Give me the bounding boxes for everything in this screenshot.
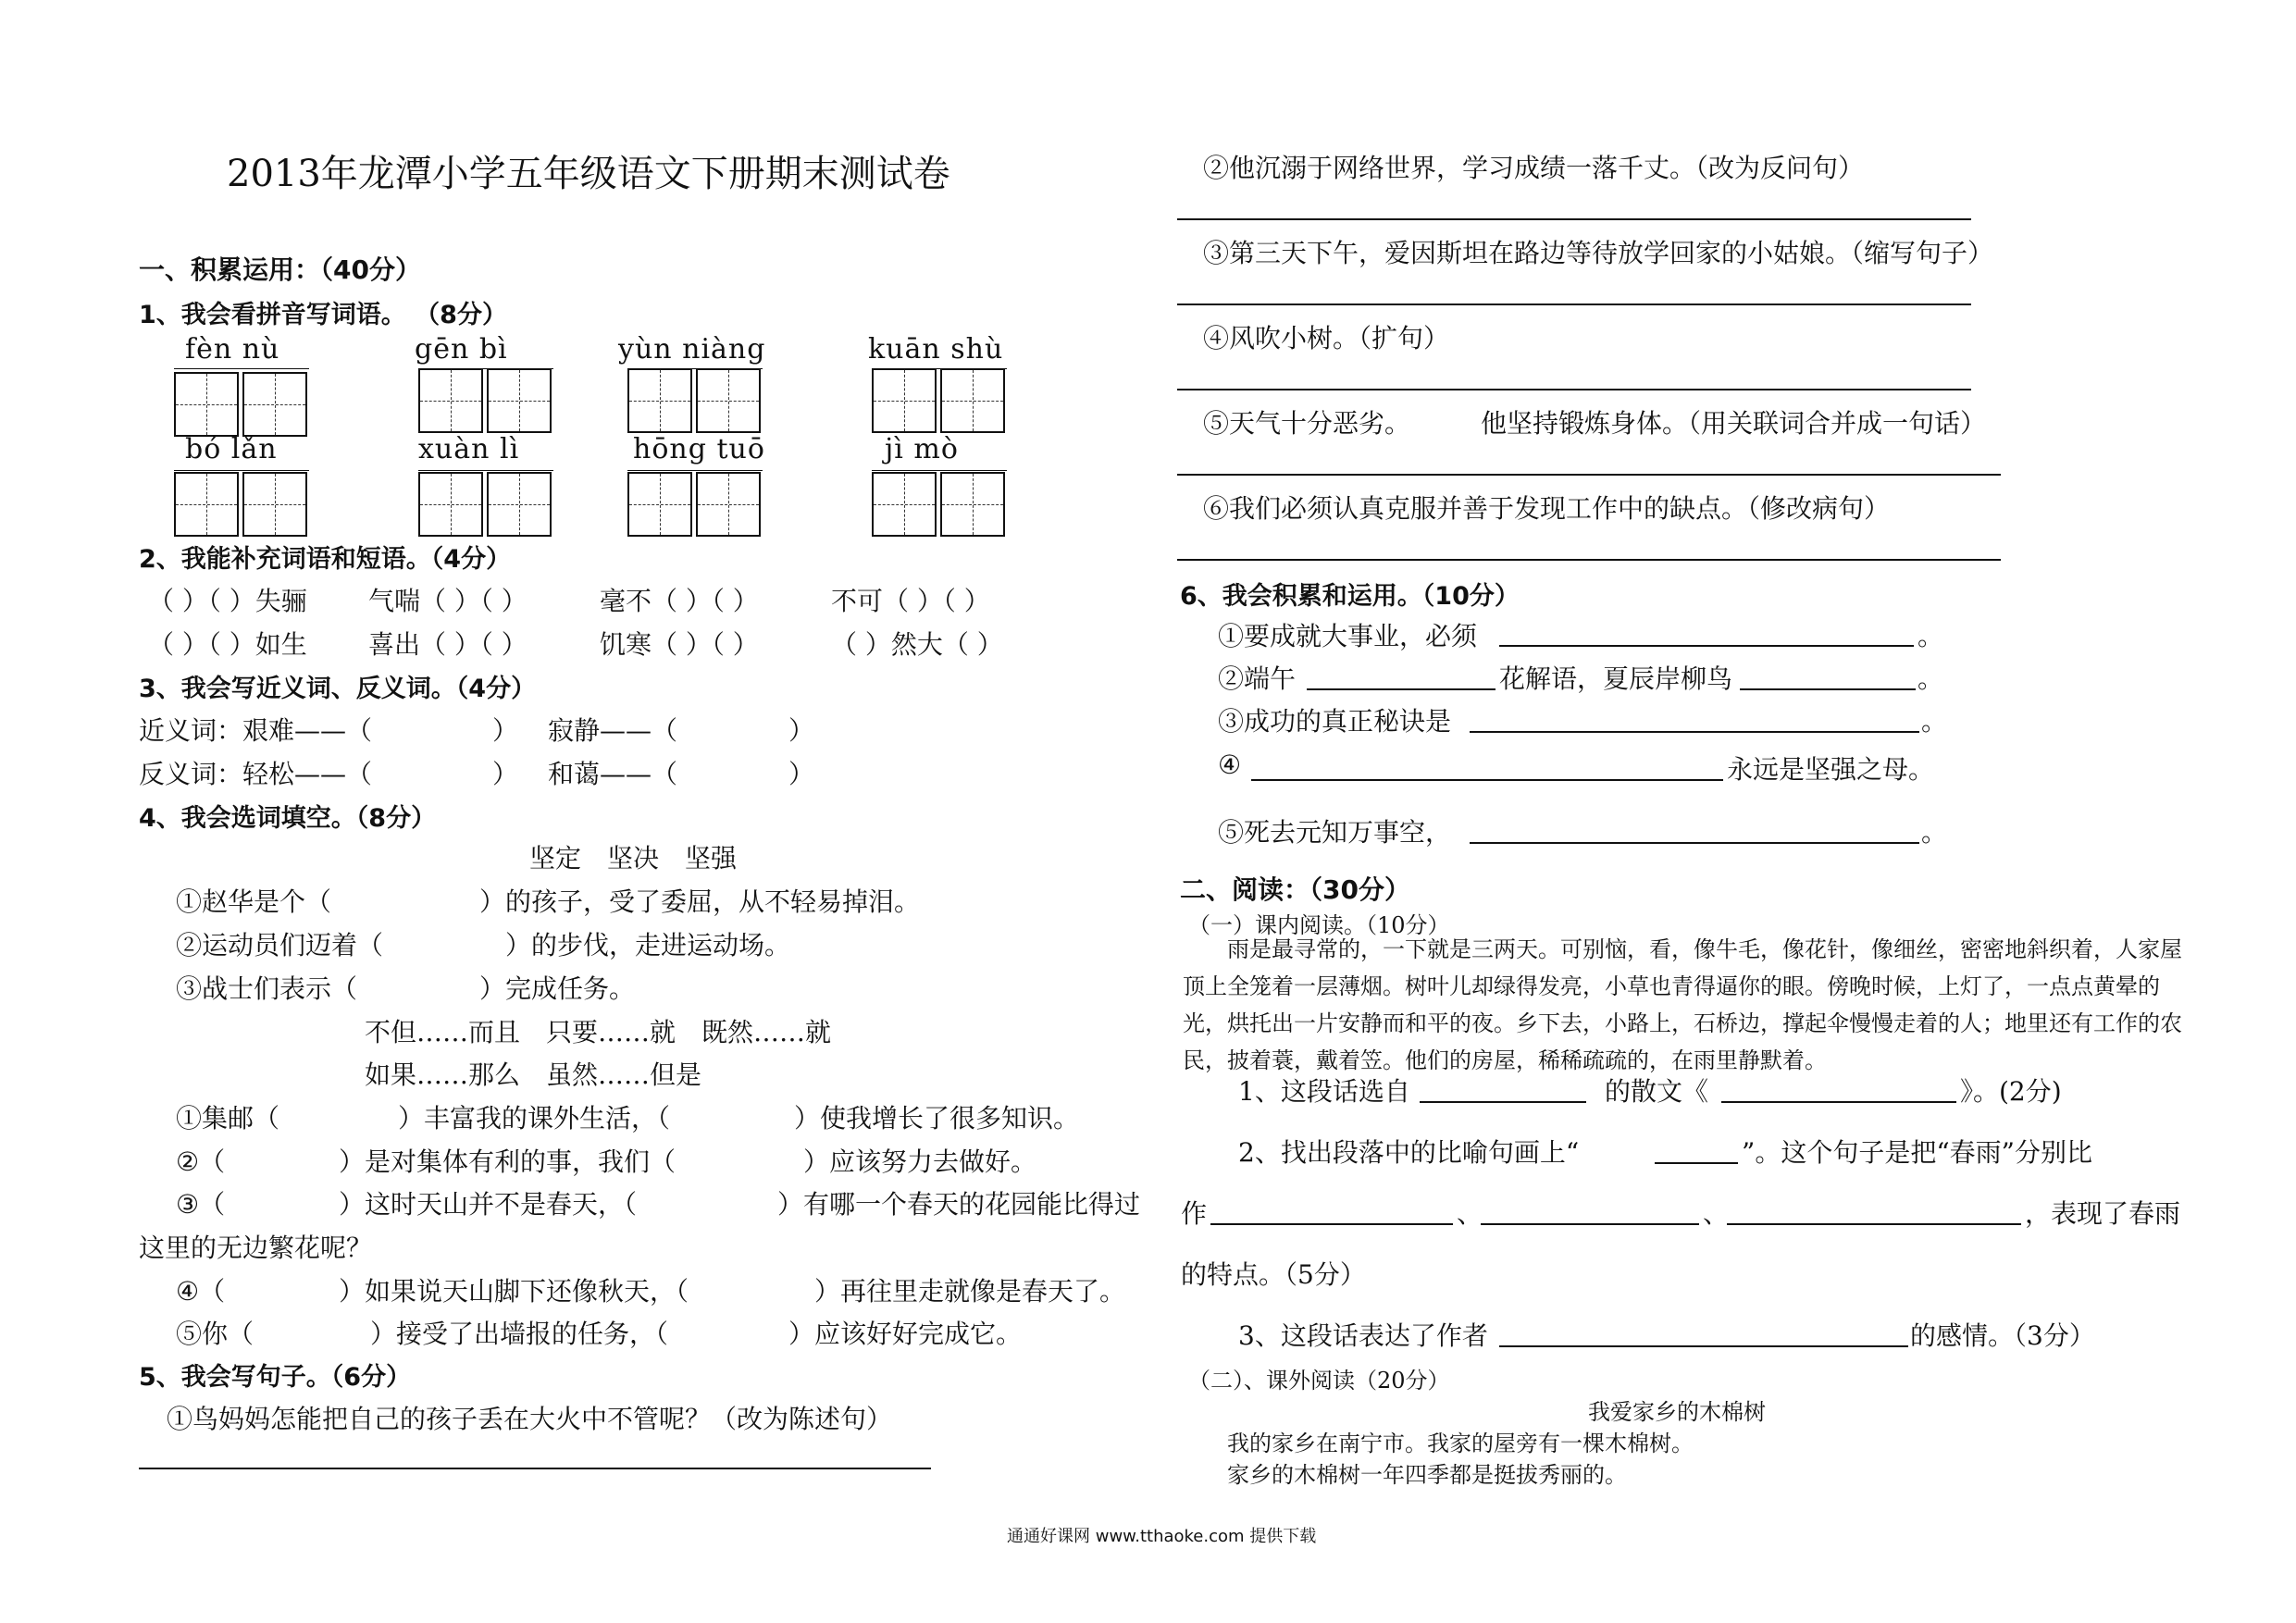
- q3-title: 3、我会写近义词、反义词。（4分）: [139, 675, 537, 703]
- q6-item: 。: [1921, 706, 1948, 737]
- r1-q1: 1、这段话选自: [1238, 1076, 1410, 1107]
- r1-q2: ，表现了春雨: [2025, 1198, 2181, 1229]
- char-box[interactable]: [940, 368, 1005, 433]
- q6-item: ①要成就大事业，必须: [1218, 621, 1478, 651]
- q5-item-6: ⑥我们必须认真克服并善于发现工作中的缺点。（修改病句）: [1203, 493, 1891, 524]
- char-box[interactable]: [174, 472, 239, 537]
- answer-line[interactable]: [1727, 1223, 2021, 1225]
- q4-sentence: ）如果说天山脚下还像秋天，（: [339, 1276, 689, 1307]
- q3-text: ）: [788, 715, 815, 746]
- q4-sentence: ②（: [176, 1146, 226, 1177]
- reading-2-line: 家乡的木棉树一年四季都是挺拔秀丽的。: [1227, 1462, 1627, 1488]
- q4-sentence: ）的步伐，走进运动场。: [505, 930, 791, 960]
- answer-line[interactable]: [1177, 389, 1971, 390]
- pinyin-2: gēn bì: [415, 333, 508, 365]
- answer-line[interactable]: [1481, 1223, 1699, 1225]
- q6-item: 。: [1921, 817, 1948, 848]
- answer-line[interactable]: [1721, 1101, 1956, 1103]
- answer-line[interactable]: [139, 1468, 931, 1469]
- q6-item: ④: [1218, 750, 1242, 780]
- answer-line[interactable]: [1499, 1345, 1908, 1347]
- pinyin-7: hōng tuō: [633, 433, 765, 465]
- r1-q2: 、: [1457, 1198, 1483, 1229]
- q4-sentence: ）完成任务。: [479, 973, 636, 1004]
- reading-2-story-title: 我爱家乡的木棉树: [1588, 1399, 1766, 1425]
- answer-line[interactable]: [1307, 688, 1496, 690]
- q5-item-1: ①鸟妈妈怎能把自己的孩子丢在大火中不管呢？（改为陈述句）: [167, 1404, 893, 1434]
- q3-text: 和蔼——（: [548, 759, 678, 789]
- pinyin-underline: [872, 470, 1007, 471]
- q3-text: 寂静——（: [548, 715, 678, 746]
- q5-item-4: ④风吹小树。（扩句）: [1203, 323, 1450, 353]
- pinyin-underline: [174, 368, 309, 369]
- q6-item: ②端午: [1218, 663, 1297, 694]
- char-box[interactable]: [242, 372, 307, 437]
- pinyin-6: xuàn lì: [418, 433, 520, 465]
- q3-text: ）: [788, 759, 815, 789]
- word-bank-1: 坚定 坚决 坚强: [529, 843, 738, 873]
- answer-line[interactable]: [1177, 304, 1971, 305]
- r1-q2: 、: [1703, 1198, 1730, 1229]
- char-box[interactable]: [696, 368, 761, 433]
- q2-item: （ ）（ ）如生: [148, 629, 307, 660]
- answer-line[interactable]: [1655, 1162, 1738, 1164]
- q6-item: 。: [1917, 621, 1944, 651]
- pinyin-4: kuān shù: [868, 333, 1004, 365]
- char-box[interactable]: [940, 472, 1005, 537]
- reading-2-title: （二）、课外阅读（20分）: [1188, 1368, 1450, 1394]
- q4-sentence: ）丰富我的课外生活，（: [398, 1103, 671, 1134]
- r1-q3: 的感情。（3分）: [1910, 1320, 2095, 1351]
- section-1-header: 一、积累运用：（40分）: [139, 254, 421, 285]
- q2-item: 饥寒（ ）（ ）: [600, 629, 759, 660]
- word-bank-2: 不但……而且 只要……就 既然……就: [365, 1017, 832, 1047]
- char-box[interactable]: [487, 472, 552, 537]
- q5-item-2: ②他沉溺于网络世界，学习成绩一落千丈。（改为反问句）: [1203, 153, 1865, 183]
- r1-q2: 的特点。（5分）: [1181, 1259, 1366, 1290]
- answer-line[interactable]: [1499, 645, 1914, 647]
- char-box[interactable]: [418, 472, 483, 537]
- answer-line[interactable]: [1470, 731, 1919, 733]
- q6-item: ⑤死去元知万事空，: [1218, 817, 1452, 848]
- reading-2-line: 我的家乡在南宁市。我家的屋旁有一棵木棉树。: [1227, 1431, 1694, 1456]
- page-title: 2013年龙潭小学五年级语文下册期末测试卷: [227, 153, 950, 195]
- char-box[interactable]: [487, 368, 552, 433]
- char-box[interactable]: [872, 368, 937, 433]
- q4-sentence: ③战士们表示（: [176, 973, 358, 1004]
- pinyin-underline: [174, 470, 309, 471]
- q2-item: 不可（ ）（ ）: [831, 586, 990, 616]
- q2-item: 喜出（ ）（ ）: [368, 629, 527, 660]
- q2-item: 毫不（ ）（ ）: [600, 586, 759, 616]
- q4-sentence: ）的孩子，受了委屈，从不轻易掉泪。: [479, 886, 921, 917]
- answer-line[interactable]: [1177, 559, 2001, 561]
- q5-item-5a: ⑤天气十分恶劣。: [1203, 408, 1411, 439]
- q4-sentence: ）应该努力去做好。: [803, 1146, 1037, 1177]
- q4-sentence: ）应该好好完成它。: [788, 1319, 1023, 1349]
- q4-sentence: ）是对集体有利的事，我们（: [339, 1146, 676, 1177]
- answer-line[interactable]: [1251, 779, 1723, 781]
- q4-sentence: ④（: [176, 1276, 226, 1307]
- r1-q3: 3、这段话表达了作者: [1238, 1320, 1488, 1351]
- pinyin-underline: [627, 470, 763, 471]
- q3-text: 近义词：艰难——（: [139, 715, 373, 746]
- r1-q2: 作: [1181, 1198, 1208, 1229]
- q4-sentence: ②运动员们迈着（: [176, 930, 384, 960]
- q4-sentence: ①集邮（: [176, 1103, 280, 1134]
- q1-title: 1、我会看拼音写词语。 （8分）: [139, 301, 507, 329]
- char-box[interactable]: [418, 368, 483, 433]
- answer-line[interactable]: [1177, 474, 2001, 476]
- pinyin-underline: [418, 470, 553, 471]
- word-bank-3: 如果……那么 虽然……但是: [365, 1059, 702, 1090]
- answer-line[interactable]: [1177, 218, 1971, 220]
- char-box[interactable]: [627, 368, 692, 433]
- pinyin-8: jì mò: [885, 433, 959, 465]
- q4-sentence: ）接受了出墙报的任务，（: [370, 1319, 669, 1349]
- char-box[interactable]: [696, 472, 761, 537]
- pinyin-5: bó lǎn: [185, 433, 278, 465]
- pinyin-1: fèn nù: [185, 333, 280, 365]
- reading-1-passage: 雨是最寻常的，一下就是三两天。可别恼，看，像牛毛，像花针，像细丝，密密地斜织着，人家屋顶上全笼着一层薄烟。树叶儿却绿得发亮，小草也青得逼你的眼。傍晚时候，上灯了，一点点黄晕的光，烘托出一片安静而和平的夜。乡下去，小路上，石桥边，撑起伞慢慢走着的人；地里还有工作的农民，披着蓑，戴着笠。他们的房屋，稀稀疏疏的，在雨里静默着。: [1183, 936, 2182, 1073]
- footer-credit: 通通好课网 www.tthaoke.com 提供下载: [1007, 1527, 1317, 1546]
- q4-sentence: ）有哪一个春天的花园能比得过: [777, 1189, 1141, 1220]
- q4-sentence: ）再往里走就像是春天了。: [814, 1276, 1126, 1307]
- q6-item: 。: [1917, 663, 1944, 694]
- q4-title: 4、我会选词填空。（8分）: [139, 804, 437, 833]
- q4-sentence: ③（: [176, 1189, 226, 1220]
- q3-text: ）: [492, 715, 519, 746]
- r1-q2: ”。这个句子是把“春雨”分别比: [1742, 1137, 2092, 1168]
- char-box[interactable]: [627, 472, 692, 537]
- q2-title: 2、我能补充词语和短语。（4分）: [139, 545, 512, 574]
- q6-item: 永远是坚强之母。: [1727, 754, 1935, 785]
- char-box[interactable]: [174, 372, 239, 437]
- answer-line[interactable]: [1210, 1223, 1453, 1225]
- q4-sentence: ⑤你（: [176, 1319, 254, 1349]
- answer-line[interactable]: [1740, 688, 1916, 690]
- q6-item: 花解语，夏辰岸柳鸟: [1499, 663, 1733, 694]
- char-box[interactable]: [242, 472, 307, 537]
- q6-title: 6、我会积累和运用。（10分）: [1180, 582, 1520, 611]
- q4-sentence: ①赵华是个（: [176, 886, 332, 917]
- q5-title: 5、我会写句子。（6分）: [139, 1363, 412, 1392]
- q6-item: ③成功的真正秘诀是: [1218, 706, 1452, 737]
- char-box[interactable]: [872, 472, 937, 537]
- reading-1-title: （一）课内阅读。（10分）: [1188, 912, 1450, 938]
- q5-item-5b: 他坚持锻炼身体。（用关联词合并成一句话）: [1481, 408, 1987, 439]
- q5-item-3: ③第三天下午，爱因斯坦在路边等待放学回家的小姑娘。（缩写句子）: [1203, 238, 1994, 268]
- q4-sentence: 这里的无边繁花呢？: [139, 1233, 373, 1263]
- r1-q1: 的散文《: [1605, 1076, 1709, 1107]
- r1-q2: 2、找出段落中的比喻句画上“: [1238, 1137, 1580, 1168]
- q4-sentence: ）这时天山并不是春天，（: [339, 1189, 638, 1220]
- q2-item: （ ）（ ）失骊: [148, 586, 307, 616]
- answer-line[interactable]: [1420, 1101, 1586, 1103]
- q4-sentence: ）使我增长了很多知识。: [794, 1103, 1080, 1134]
- answer-line[interactable]: [1470, 842, 1919, 844]
- q2-item: （ ）然大（ ）: [831, 629, 1003, 660]
- section-2-header: 二、阅读：（30分）: [1180, 874, 1410, 905]
- q3-text: 反义词：轻松——（: [139, 759, 373, 789]
- q2-item: 气喘（ ）（ ）: [368, 586, 527, 616]
- pinyin-3: yùn niàng: [618, 333, 766, 365]
- q3-text: ）: [492, 759, 519, 789]
- r1-q1: 》。(2分): [1960, 1076, 2062, 1107]
